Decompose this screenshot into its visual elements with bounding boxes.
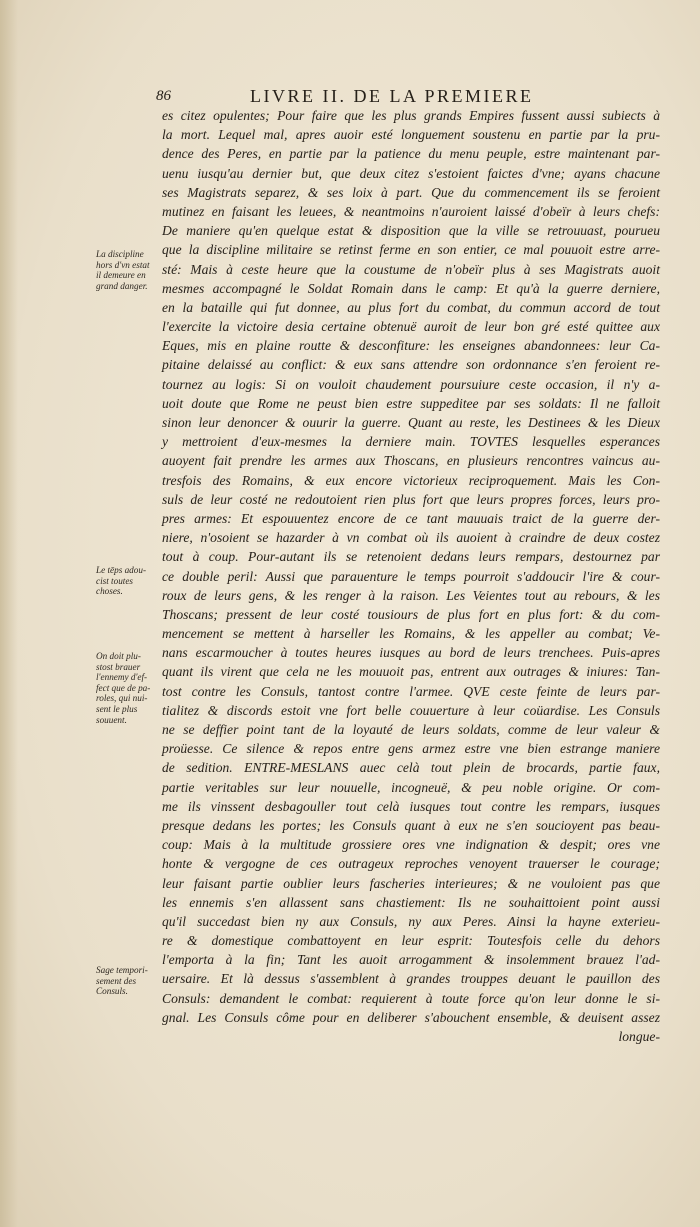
text-line: es citez opulentes; Pour faire que les plus grands Empires fussent aussi subiects à <box>162 108 660 123</box>
text-line: tost contre les Consuls, tantost contre l'armee. QVE ceste feinte de leurs par- <box>162 683 660 699</box>
page-number: 86 <box>156 88 171 104</box>
text-line: mesmes accompagné le Soldat Romain dans le camp: Et qu'à la guerre derniere, <box>162 280 660 296</box>
text-line: roux de leurs gens, & les renger à la raison. Les Veientes tout au rebours, & les <box>162 587 660 603</box>
text-line: mencement se mettent à harseller les Romains, & les appeller au combat; Ve- <box>162 626 660 642</box>
text-line: les ennemis s'en allassent sans chastiement: Ils ne souhaittoient point aussi <box>162 894 660 910</box>
text-line: pres armes: Et espouuentez encore de ce tant mauuais traict de la guerre der- <box>162 510 660 526</box>
text-line: l'emporta à la fin; Tant les auoit arrogamment & insolemment brauez l'ad- <box>162 952 660 968</box>
text-line: de sedition. ENTRE-MESLANS auec celà tout plein de brocards, partie faux, <box>162 760 660 776</box>
text-line: quant ils virent que cela ne les mouuoit pas, entrent aux outrages & iniures: Tan- <box>162 664 660 680</box>
text-line: De maniere qu'en quelque estat & disposition que la ville se retrouuast, pourueu <box>162 223 660 239</box>
text-line: Eques, mis en plaine routte & desconfiture: les enseignes abandonnees: leur Ca- <box>162 338 660 354</box>
text-line: qu'il succedast bien ny aux Consuls, ny aux Peres. Ainsi la hayne exterieu- <box>162 913 660 929</box>
text-line: longue- <box>618 1029 660 1044</box>
text-line: Thoscans; pressent de leur costé tousiours de plus fort en plus fort: & du com- <box>162 606 660 622</box>
text-line: en la bataille qui fut donnee, au plus fort du combat, du commun accord de tout <box>162 299 660 315</box>
margin-note-consuls: Sage tempori- sement des Consuls. <box>96 965 148 997</box>
text-line: uoit doute que Rome ne peust bien estre suppeditee par ses soldats: Il ne falloit <box>162 395 660 411</box>
text-line: ce double peril: Aussi que parauenture le temps pourroit s'addoucir l'ire & cour- <box>162 568 660 584</box>
text-line: y mettroient d'eux-mesmes la derniere main. TOVTES lesquelles esperances <box>162 434 660 450</box>
text-line: sinon leur denoncer & ouurir la guerre. Quant au reste, les Destinees & les Dieux <box>162 415 660 430</box>
text-line: dence des Peres, en partie par la patience du menu peuple, estre maintenant par- <box>162 146 660 162</box>
text-line: niere, n'osoient se hazarder à vn combat où ils auoient à craindre de deux costez <box>162 530 660 546</box>
text-line: leur faisant partie oublier leurs fascheries interieures; & ne vouloient pas que <box>162 875 660 891</box>
text-line: gnal. Les Consuls côme pour en deliberer s'abouchent ensemble, & deuisent assez <box>162 1009 660 1025</box>
text-line: uersaire. Et là dessus s'assemblent à grandes trouppes deuant le pauillon des <box>162 971 660 987</box>
text-line: partie veritables sur leur nouuelle, incogneuë, & peu noble origine. Or com- <box>162 779 660 795</box>
text-line: nans escarmoucher à toutes heures iusques au bord de leurs trenchees. Puis-apres <box>162 645 660 661</box>
margin-note-temps: Le tēps adou- cist toutes choses. <box>96 565 147 597</box>
text-line: coup: Mais à la multitude grossiere ores vne indignation & despit; ores vne <box>162 837 660 853</box>
text-line: ne se deffier point tant de la loyauté de leurs soldats, comme de leur valeur & <box>162 722 660 737</box>
text-line: ses Magistrats separez, & ses loix à part. Que du commencement ils se feroient <box>162 184 660 200</box>
text-line: tialitez & discords estoit vne fort belle couuerture à leur coüardise. Les Consuls <box>162 702 660 718</box>
body-text <box>162 106 660 1046</box>
text-line: sté: Mais à ceste heure que la coustume de n'obeïr plus à ses Magistrats auoit <box>162 261 660 277</box>
text-line: tresfois des Romains, & eux encore victorieux reciproquement. Mais les Con- <box>162 472 660 488</box>
text-line: suls de leur costé ne redoutoient rien plus fort que leurs propres forces, leurs pro- <box>162 491 660 507</box>
text-line: re & domestique combattoyent en leur esprit: Toutesfois celle du dehors <box>162 933 660 949</box>
text-line: proüesse. Ce silence & repos entre gens armez estre vne bien estrange maniere <box>162 741 660 757</box>
page-header <box>150 86 670 106</box>
running-title: LIVRE II. DE LA PREMIERE <box>250 86 534 106</box>
text-line: tout à coup. Pour-autant ils se retenoient dedans leurs rempars, destournez par <box>162 549 660 565</box>
text-line: honte & vergogne de ces outrageux reproches venoyent trauerser le courage; <box>162 856 660 872</box>
text-line: la mort. Lequel mal, apres auoir esté longuement soustenu en partie par la pru- <box>162 127 660 143</box>
margin-note-brauer: On doit plu- stost brauer l'ennemy d'ef- fect que de pa- roles, qui nui- sent le plus souuent. <box>96 651 151 725</box>
text-line: me ils vinssent desbagouller tout celà iusques tout contre les rempars, iusques <box>162 798 660 814</box>
text-line: pitaine delaissé au conflict: & eux sans attendre son ordonnance s'en feroient re- <box>162 357 660 373</box>
text-line: que la discipline militaire se retinst ferme en son entier, ce mal pouuoit estre arre- <box>162 242 660 258</box>
text-line: l'exercite la victoire desia certaine obtenuë auroit de leur bon gré esté quittee aux <box>162 319 660 335</box>
text-line: tournez au logis: Si on vouloit chaudement poursuiure ceste occasion, il n'y a- <box>162 376 660 392</box>
margin-note-discipline: La discipline hors d'vn estat il demeure en grand danger. <box>96 249 150 291</box>
text-line: uenu iusqu'au dernier but, que deux citez s'estoient faictes d'vne; ayans chacune <box>162 165 660 181</box>
text-line: Consuls: demandent le combat: requierent à toute force qu'on leur donne le si- <box>162 990 660 1006</box>
text-line: mutinez en faisant les leuees, & neantmoins n'auroient laissé d'obeïr à leurs chefs: <box>162 203 660 219</box>
text-line: presque dedans les portes; les Consuls quant à eux ne s'en soucioyent pas beau- <box>162 817 660 833</box>
text-line: auoyent fait prendre les armes aux Thoscans, en plusieurs rencontres vaincus au- <box>162 453 660 469</box>
